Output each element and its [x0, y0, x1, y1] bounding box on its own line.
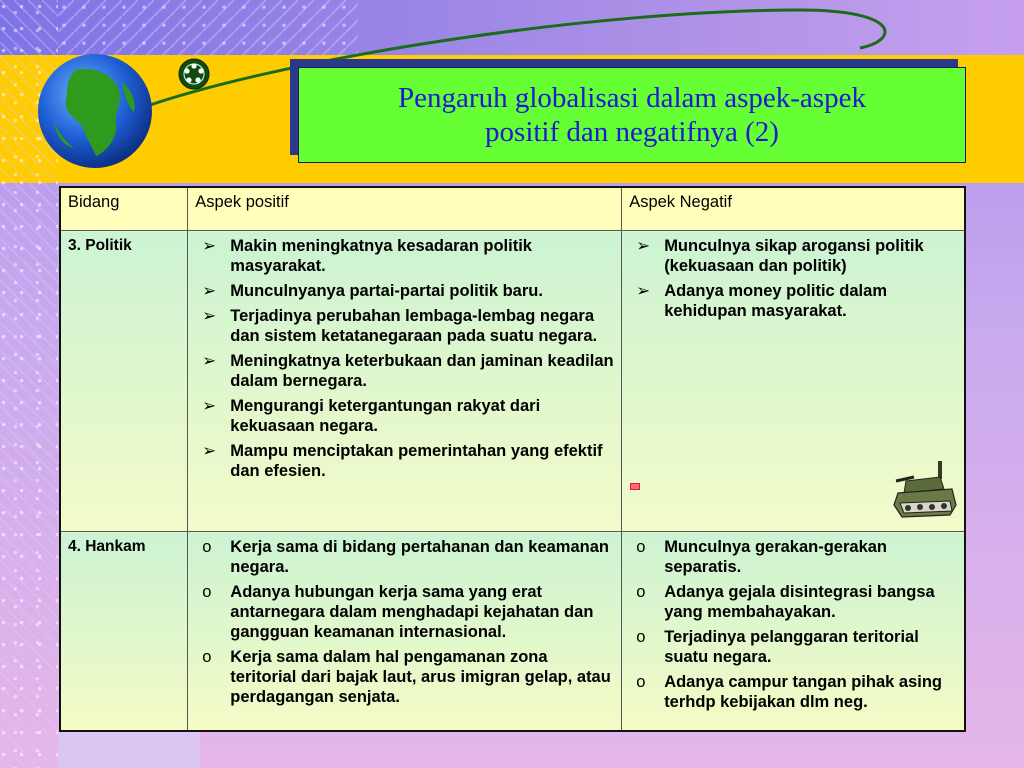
circle-bullet-icon: o: [636, 628, 646, 646]
list-item: [195, 396, 614, 436]
globe-icon: [36, 52, 154, 170]
arrow-bullet-icon: ➢: [202, 352, 217, 370]
circle-bullet-icon: o: [636, 673, 646, 691]
arrow-bullet-icon: ➢: [202, 307, 217, 325]
bidang-cell: [60, 231, 188, 532]
item-text: Adanya money politic dalam kehidupan masyarakat.: [664, 282, 887, 320]
list-item: [629, 672, 957, 712]
aspect-table: [59, 186, 966, 732]
positif-cell: [188, 231, 622, 532]
circle-bullet-icon: o: [202, 648, 212, 666]
list-item: [195, 582, 614, 642]
arrow-bullet-icon: ➢: [202, 397, 217, 415]
list-item: [629, 281, 957, 321]
circle-bullet-icon: o: [202, 583, 212, 601]
item-text: Meningkatnya keterbukaan dan jaminan keadilan dalam bernegara.: [230, 352, 614, 390]
item-text: Adanya hubungan kerja sama yang erat antarnegara dalam menghadapi kejahatan dan gangguan keamanan internasional.: [230, 583, 594, 641]
item-text: Terjadinya pelanggaran teritorial suatu negara.: [664, 628, 919, 666]
circle-bullet-icon: o: [636, 583, 646, 601]
item-text: Adanya campur tangan pihak asing terhdp kebijakan dlm neg.: [664, 673, 943, 711]
positif-cell: [188, 532, 622, 732]
list-item: [195, 351, 614, 391]
item-text: Makin meningkatnya kesadaran politik masyarakat.: [230, 237, 532, 275]
list-item: [629, 582, 957, 622]
decorative-block: [58, 732, 200, 768]
table-header-row: [60, 187, 965, 231]
decorative-pattern-top: [58, 0, 358, 55]
arrow-bullet-icon: ➢: [636, 237, 651, 255]
positif-list: [195, 236, 614, 481]
negatif-cell: [622, 532, 965, 732]
tank-icon: [892, 459, 958, 519]
arrow-bullet-icon: ➢: [202, 442, 217, 460]
title-line-1: Pengaruh globalisasi dalam aspek-aspek: [398, 82, 866, 114]
decorative-mark: [630, 483, 640, 490]
item-text: Terjadinya perubahan lembaga-lembag negara dan sistem ketatanegaraan pada suatu negara.: [230, 307, 598, 345]
title-line-2: positif dan negatifnya (2): [485, 116, 779, 148]
circle-bullet-icon: o: [202, 538, 212, 556]
list-item: [195, 441, 614, 481]
planet-icon: [178, 58, 210, 90]
arrow-bullet-icon: ➢: [202, 237, 217, 255]
table-row: [60, 231, 965, 532]
table-row: [60, 532, 965, 732]
list-item: [629, 236, 957, 276]
header-aspek-positif: Aspek positif: [188, 187, 622, 231]
arrow-bullet-icon: ➢: [202, 282, 217, 300]
bidang-label: 4. Hankam: [68, 538, 146, 555]
item-text: Mengurangi ketergantungan rakyat dari kekuasaan negara.: [230, 397, 541, 435]
negatif-cell: [622, 231, 965, 532]
list-item: [195, 647, 614, 707]
header-aspek-negatif: Aspek Negatif: [622, 187, 965, 231]
negatif-list: [629, 537, 957, 712]
arrow-bullet-icon: ➢: [636, 282, 651, 300]
item-text: Munculnyanya partai-partai politik baru.: [230, 282, 543, 300]
item-text: Mampu menciptakan pemerintahan yang efektif dan efesien.: [230, 442, 603, 480]
bidang-label: 3. Politik: [68, 237, 132, 254]
list-item: [195, 236, 614, 276]
item-text: Adanya gejala disintegrasi bangsa yang membahayakan.: [664, 583, 935, 621]
item-text: Munculnya gerakan-gerakan separatis.: [664, 538, 888, 576]
item-text: Kerja sama dalam hal pengamanan zona teritorial dari bajak laut, arus imigran gelap, atau perdagangan senjata.: [230, 648, 611, 706]
circle-bullet-icon: o: [636, 538, 646, 556]
list-item: [195, 537, 614, 577]
header-bidang: Bidang: [60, 187, 188, 231]
list-item: [195, 306, 614, 346]
slide-title: [298, 67, 966, 163]
bidang-cell: [60, 532, 188, 732]
list-item: [629, 627, 957, 667]
positif-list: [195, 537, 614, 707]
list-item: [629, 537, 957, 577]
item-text: Kerja sama di bidang pertahanan dan keamanan negara.: [230, 538, 609, 576]
list-item: [195, 281, 614, 301]
item-text: Munculnya sikap arogansi politik (kekuasaan dan politik): [664, 237, 924, 275]
negatif-list: [629, 236, 957, 321]
